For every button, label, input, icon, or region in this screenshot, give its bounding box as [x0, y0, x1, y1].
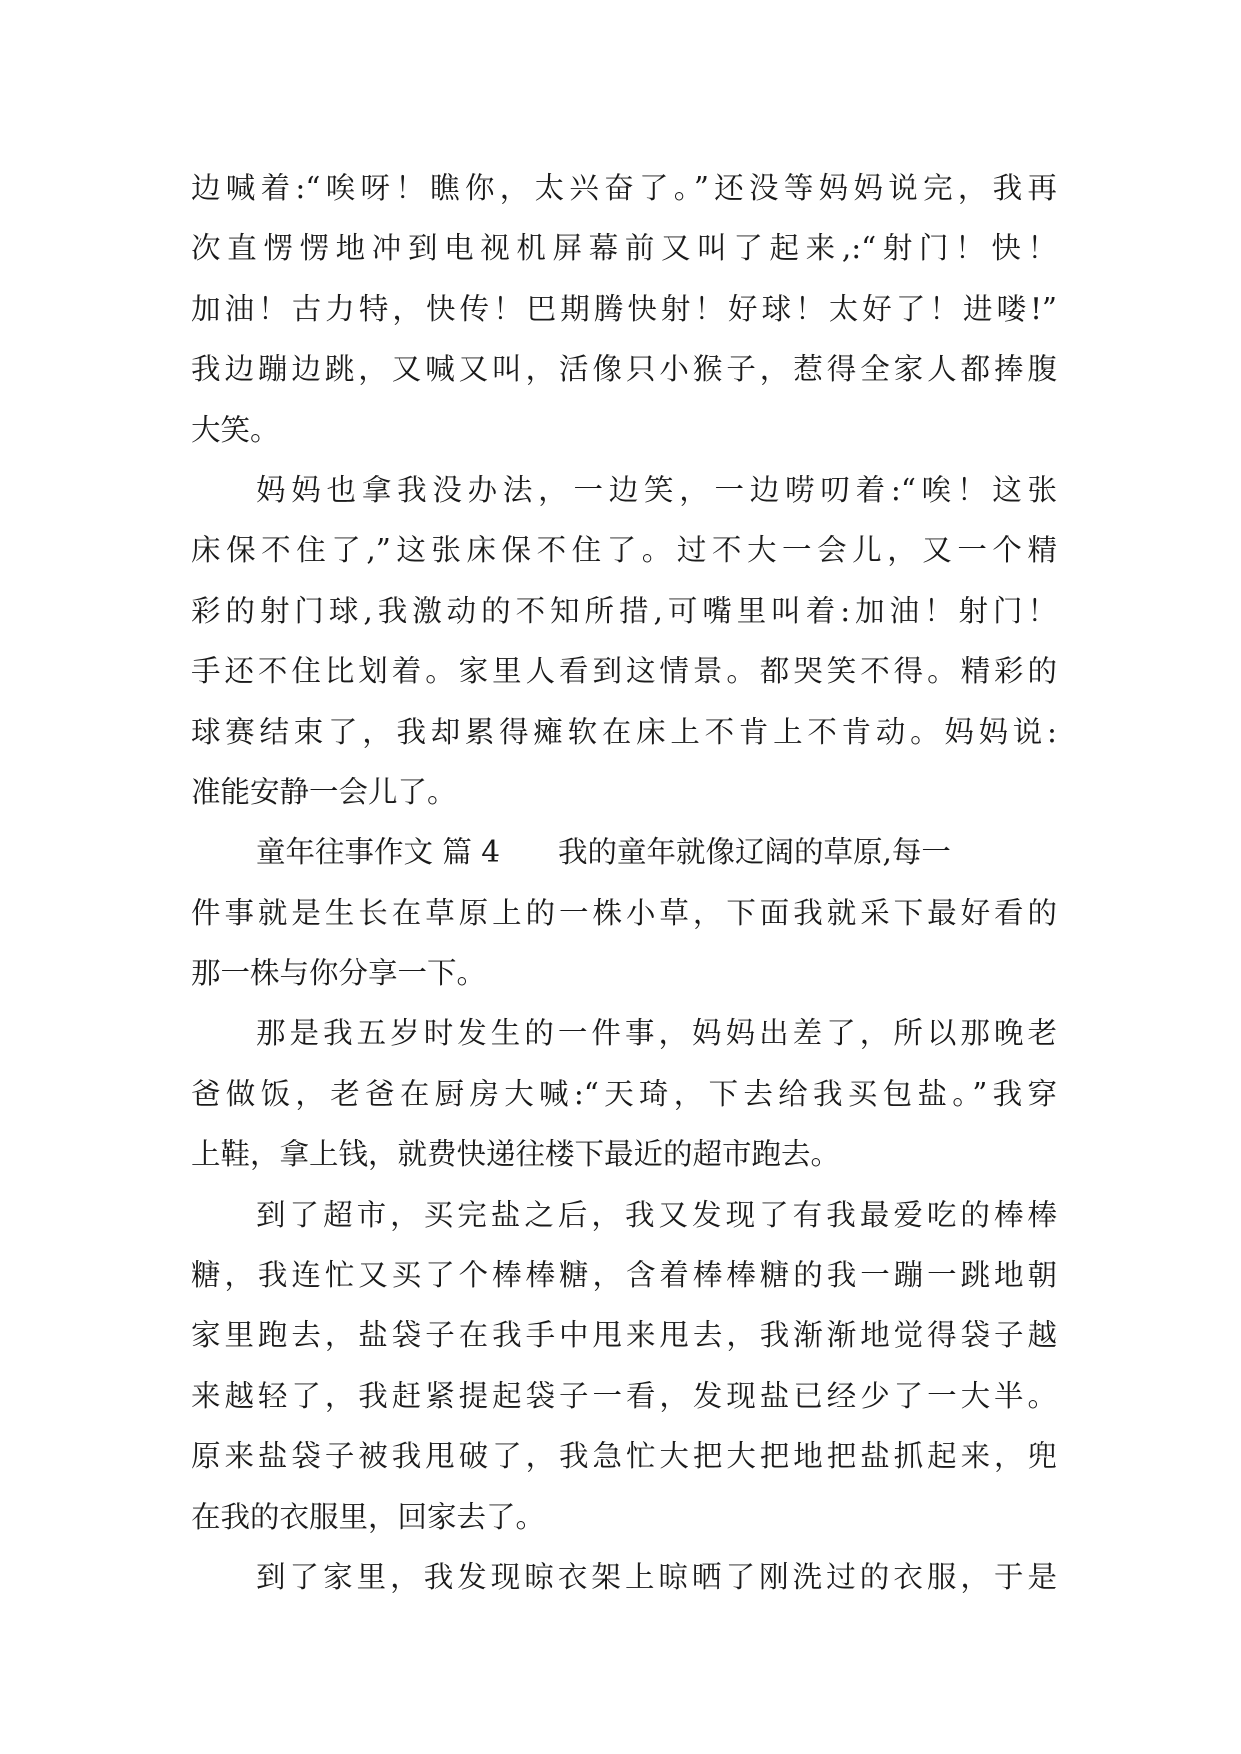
text-line: 大笑。 — [191, 412, 280, 447]
text-line: 次直愣愣地冲到电视机屏幕前又叫了起来,:“射门！快！ — [191, 231, 1057, 266]
text-line: 在我的衣服里，回家去了。 — [191, 1499, 546, 1534]
text-line: 加油！古力特，快传！巴期腾快射！好球！太好了！进喽!” — [191, 291, 1057, 326]
text-line: 床保不住了,”这张床保不住了。过不大一会儿，又一个精 — [191, 533, 1057, 568]
text-line: 那是我五岁时发生的一件事，妈妈出差了，所以那晚老 — [256, 1016, 1057, 1051]
section-heading-line — [191, 822, 1057, 882]
text-line: 家里跑去，盐袋子在我手中甩来甩去，我渐渐地觉得袋子越 — [191, 1318, 1057, 1353]
paragraph — [191, 1003, 1057, 1184]
paragraph — [191, 158, 1057, 460]
text-line: 我边蹦边跳，又喊又叫，活像只小猴子，惹得全家人都捧腹 — [191, 352, 1057, 387]
text-line: 来越轻了，我赶紧提起袋子一看，发现盐已经少了一大半。 — [191, 1378, 1057, 1413]
text-line: 球赛结束了，我却累得瘫软在床上不肯上不肯动。妈妈说: — [191, 714, 1057, 749]
paragraph — [191, 1185, 1057, 1547]
text-line: 上鞋，拿上钱，就费快递往楼下最近的超市跑去。 — [191, 1137, 841, 1172]
text-line: 到了超市，买完盐之后，我又发现了有我最爱吃的棒棒 — [256, 1197, 1057, 1232]
text-line: 妈妈也拿我没办法，一边笑，一边唠叨着:“唉！这张 — [256, 472, 1057, 507]
document-body — [191, 158, 1057, 1607]
text-line: 彩的射门球,我激动的不知所措,可嘴里叫着:加油！射门！ — [191, 593, 1057, 628]
text-line: 爸做饭，老爸在厨房大喊:“天琦，下去给我买包盐。”我穿 — [191, 1076, 1057, 1111]
paragraph — [191, 822, 1057, 1003]
paragraph — [191, 460, 1057, 822]
paragraph — [191, 1547, 1057, 1607]
text-line: 原来盐袋子被我甩破了，我急忙大把大把地把盐抓起来，兜 — [191, 1439, 1057, 1474]
text-line: 边喊着:“唉呀！瞧你，太兴奋了。”还没等妈妈说完，我再 — [191, 171, 1057, 205]
text-line: 手还不住比划着。家里人看到这情景。都哭笑不得。精彩的 — [191, 654, 1057, 689]
text-line: 件事就是生长在草原上的一株小草，下面我就采下最好看的 — [191, 895, 1057, 930]
text-line: 到了家里，我发现晾衣架上晾晒了刚洗过的衣服，于是 — [256, 1559, 1057, 1594]
text-fragment: 我的童年就像辽阔的草原,每一 — [558, 835, 951, 870]
section-heading: 童年往事作文 篇 4 — [256, 835, 501, 870]
text-line: 那一株与你分享一下。 — [191, 956, 487, 991]
text-line: 准能安静一会儿了。 — [191, 774, 457, 809]
text-line: 糖，我连忙又买了个棒棒糖，含着棒棒糖的我一蹦一跳地朝 — [191, 1258, 1057, 1293]
